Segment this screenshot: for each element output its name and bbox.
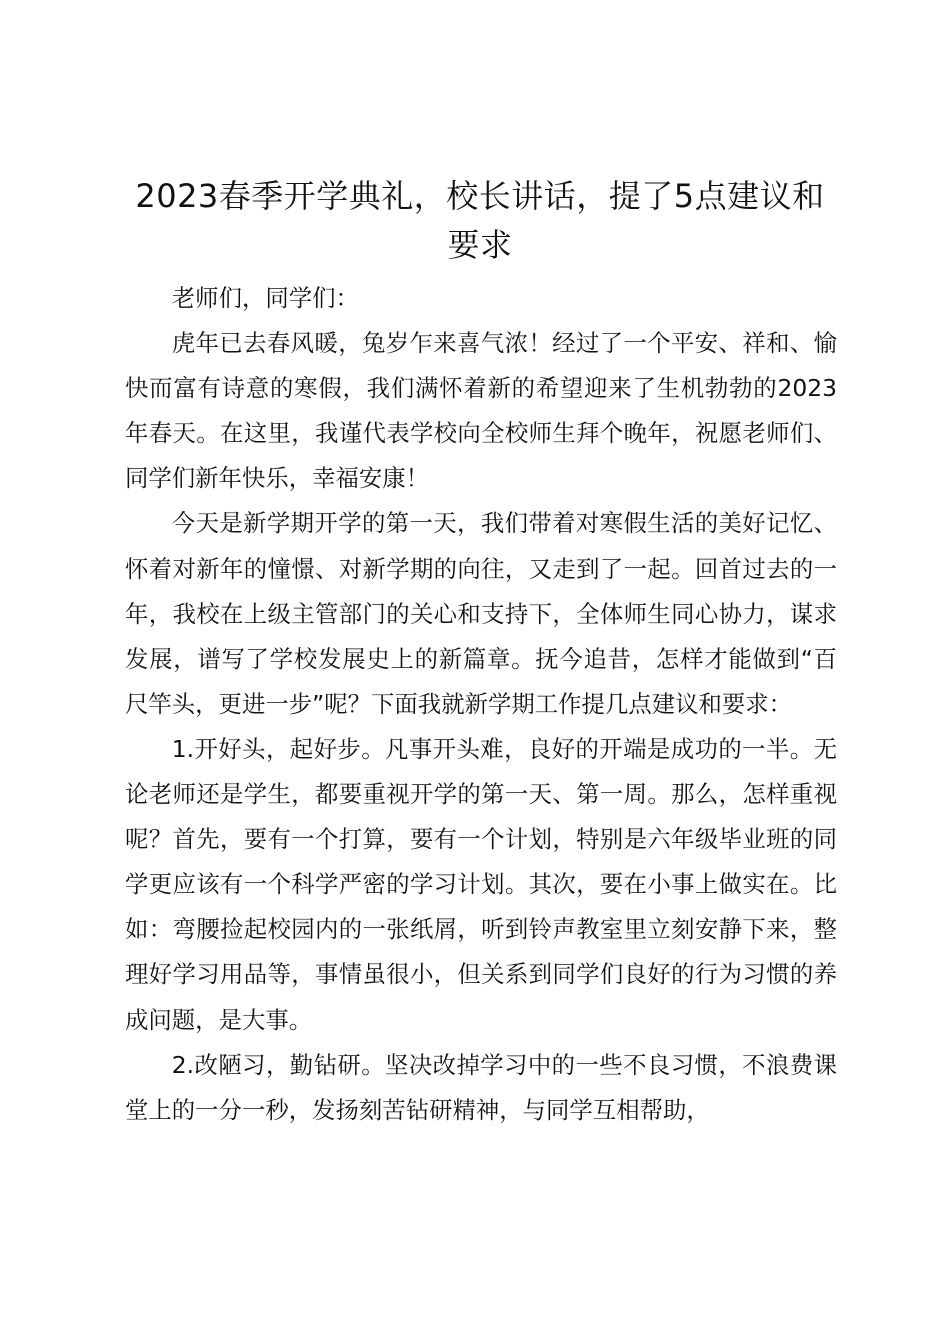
- document-body: [125, 276, 837, 1133]
- paragraph-new-semester: 今天是新学期开学的第一天，我们带着对寒假生活的美好记忆、怀着对新年的憧憬、对新学期的向往，又走到了一起。回首过去的一年，我校在上级主管部门的关心和支持下，全体师生同心协力，谋求发展，谱写了学校发展史上的新篇章。抚今追昔，怎样才能做到“百尺竿头，更进一步”呢？下面我就新学期工作提几点建议和要求：: [125, 509, 837, 718]
- greeting-paragraph: 老师们，同学们：: [171, 284, 359, 312]
- paragraph-new-year-greeting: 虎年已去春风暖，兔岁乍来喜气浓！经过了一个平安、祥和、愉快而富有诗意的寒假，我们满怀着新的希望迎来了生机勃勃的2023年春天。在这里，我谨代表学校向全校师生拜个晚年，祝愿老师们、同学们新年快乐，幸福安康！: [125, 329, 837, 493]
- paragraph-point-2: 2.改陋习，勤钻研。坚决改掉学习中的一些不良习惯，不浪费课堂上的一分一秒，发扬刻苦钻研精神，与同学互相帮助，: [125, 1050, 837, 1124]
- document-title: 2023春季开学典礼，校长讲话，提了5点建议和要求: [135, 177, 825, 264]
- paragraph-point-1: 1.开好头，起好步。凡事开头难，良好的开端是成功的一半。无论老师还是学生，都要重视开学的第一天、第一周。那么，怎样重视呢？首先，要有一个打算，要有一个计划，特别是六年级毕业班的同学更应该有一个科学严密的学习计划。其次，要在小事上做实在。比如：弯腰捡起校园内的一张纸屑，听到铃声教室里立刻安静下来，整理好学习用品等，事情虽很小，但关系到同学们良好的行为习惯的养成问题，是大事。: [125, 734, 837, 1034]
